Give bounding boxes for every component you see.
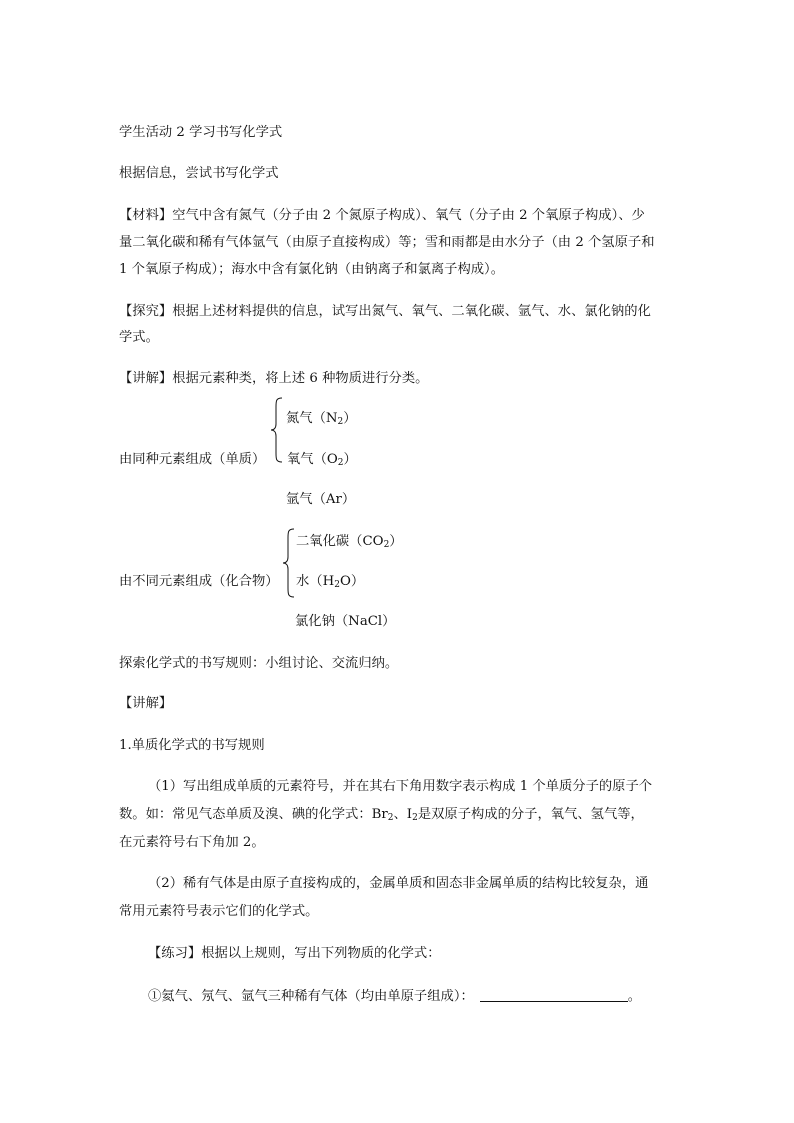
item-text: ） <box>343 411 357 426</box>
item-subscript: 2 <box>383 540 390 550</box>
explain-paragraph <box>119 372 428 385</box>
item-subscript: 2 <box>337 417 344 427</box>
material-line: 空气中含有氮气（分子由 2 个氮原子构成）、氧气（分子由 2 个氧原子构成）、少 <box>172 208 645 223</box>
group-label: 由不同元素组成（化合物） <box>119 574 279 589</box>
rule-text: 数。如：常见气态单质及溴、碘的化学式：Br <box>119 807 388 822</box>
material-line: 1 个氧原子构成）；海水中含有氯化钠（由钠离子和氯离子构成）。 <box>119 262 504 277</box>
explore-tag: 【探究】 <box>119 304 173 319</box>
left-brace-icon <box>270 397 284 463</box>
item-text: ） <box>389 534 403 549</box>
item-text: ） <box>343 452 357 467</box>
item-subscript: 2 <box>337 458 344 468</box>
rule-line: （1）写出组成单质的元素符号，并在其右下角用数字表示构成 1 个单质分子的原子个 <box>148 779 653 794</box>
item-text: 氧气（O <box>287 452 338 467</box>
rule-line: （2）稀有气体是由原子直接构成的，金属单质和固态非金属单质的结构比较复杂，通 <box>148 876 649 891</box>
classify-item <box>286 412 357 425</box>
instruction: 根据信息，尝试书写化学式 <box>119 166 279 181</box>
material-tag: 【材料】 <box>119 208 173 223</box>
answer-blank[interactable] <box>480 989 628 1002</box>
classify-item <box>296 575 364 588</box>
explore-line: 根据上述材料提供的信息，试写出氮气、氧气、二氧化碳、氩气、水、氯化钠的化 <box>172 304 651 319</box>
practice-tag: 【练习】 <box>148 946 202 961</box>
question-text: 。 <box>627 989 642 1004</box>
rule-subscript: 2 <box>412 813 418 823</box>
item-text: 氮气（N <box>286 411 338 426</box>
item-text: 二氧化碳（CO <box>296 534 384 549</box>
rule-heading: 1.单质化学式的书写规则 <box>119 738 265 753</box>
item-subscript: 2 <box>334 580 340 590</box>
rule-text: 、I <box>393 807 413 822</box>
classify-item <box>287 453 357 466</box>
explain-tag: 【讲解】 <box>119 371 173 386</box>
practice-instruction <box>148 947 441 960</box>
classify-item: 氩气（Ar） <box>286 492 356 507</box>
question-text: ①氦气、氖气、氩气三种稀有气体（均由单原子组成）： <box>148 989 474 1004</box>
explain-tag: 【讲解】 <box>119 696 173 711</box>
activity-title: 学生活动 2 学习书写化学式 <box>119 125 283 140</box>
material-line: 量二氧化碳和稀有气体氩气（由原子直接构成）等；雪和雨都是由水分子（由 2 个氢原子和 <box>119 235 655 250</box>
explore-rule: 探索化学式的书写规则：小组讨论、交流归纳。 <box>119 656 399 671</box>
rule-subscript: 2 <box>387 813 394 823</box>
item-text: 水（H <box>296 574 335 589</box>
practice-text: 根据以上规则，写出下列物质的化学式： <box>201 946 441 961</box>
rule-line: 常用元素符号表示它们的化学式。 <box>119 904 319 919</box>
rule-line: 在元素符号右下角加 2。 <box>119 835 265 850</box>
explore-line: 学式。 <box>119 330 159 345</box>
rule-text: 是双原子构成的分子，氧气、氢气等， <box>417 807 644 822</box>
explain-text: 根据元素种类，将上述 6 种物质进行分类。 <box>172 371 429 386</box>
rule-line <box>119 808 644 821</box>
item-text: O） <box>339 574 365 589</box>
classify-item: 氯化钠（NaCl） <box>295 614 396 629</box>
classify-item <box>296 535 403 548</box>
group-label: 由同种元素组成（单质） <box>119 452 266 467</box>
practice-question <box>148 989 641 1003</box>
left-brace-icon <box>282 528 296 598</box>
